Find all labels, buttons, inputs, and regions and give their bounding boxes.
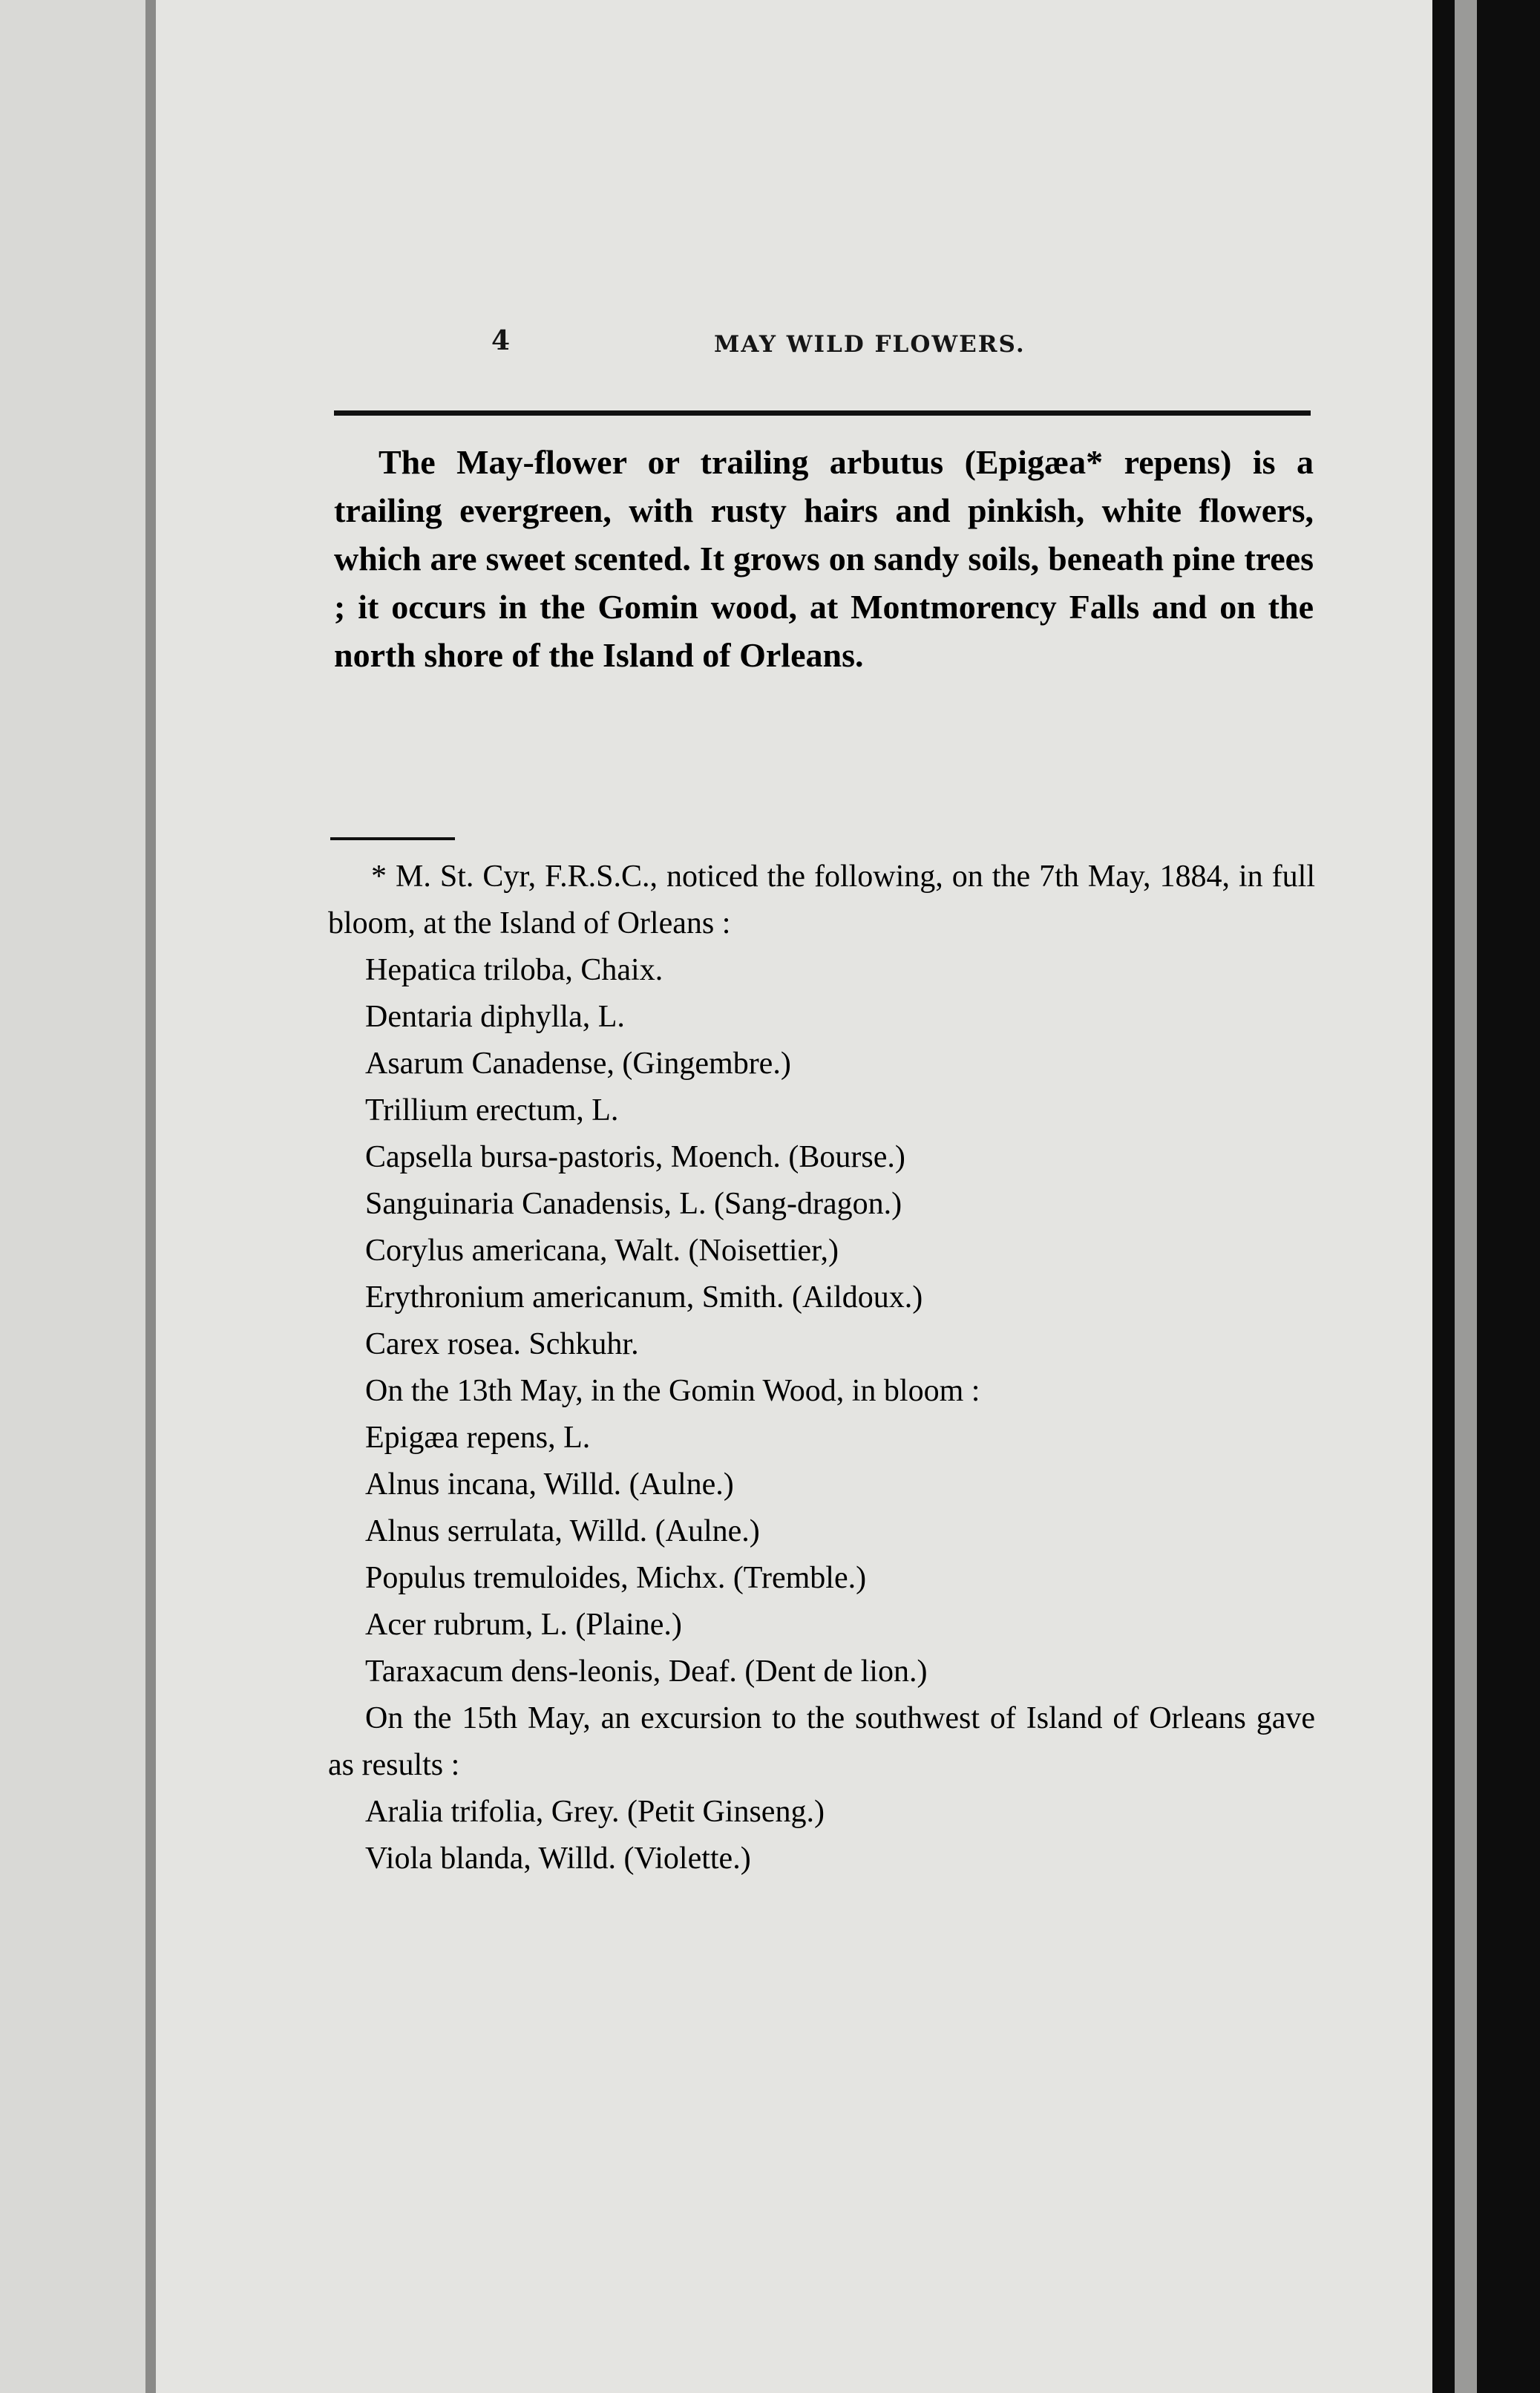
footnote-rule [330, 837, 455, 840]
header-rule [334, 410, 1311, 416]
species-item: Dentaria diphylla, L. [365, 1000, 625, 1034]
running-head: MAY WILD FLOWERS. [714, 331, 1026, 358]
species-list-may-13 [328, 1415, 1315, 1695]
species-item: Alnus serrulata, Willd. (Aulne.) [365, 1514, 760, 1548]
species-item: Carex rosea. Schkuhr. [365, 1327, 639, 1361]
species-item: Populus tremuloides, Michx. (Tremble.) [365, 1561, 867, 1595]
species-item: Erythronium americanum, Smith. (Aildoux.) [365, 1280, 923, 1315]
species-item: Alnus incana, Willd. (Aulne.) [365, 1467, 734, 1502]
species-item: Trillium erectum, L. [365, 1093, 619, 1127]
species-item: Epigæa repens, L. [365, 1421, 591, 1455]
page-fold-shadow [145, 0, 156, 2393]
species-item: Sanguinaria Canadensis, L. (Sang-dragon.) [365, 1187, 902, 1221]
species-item: Aralia trifolia, Grey. (Petit Ginseng.) [365, 1795, 825, 1829]
species-item: Capsella bursa-pastoris, Moench. (Bourse.) [365, 1140, 905, 1174]
species-item: Taraxacum dens-leonis, Deaf. (Dent de lion.) [365, 1654, 928, 1689]
page-number: 4 [491, 325, 511, 356]
footnote-intro: * M. St. Cyr, F.R.S.C., noticed the following, on the 7th May, 1884, in full bloom, at the Island of Orleans : [328, 860, 1315, 940]
species-list-may-7 [328, 947, 1315, 1368]
footnote-para-may-15: On the 15th May, an excursion to the southwest of Island of Orleans gave as results : [328, 1701, 1315, 1782]
species-item: Corylus americana, Walt. (Noisettier,) [365, 1234, 839, 1268]
species-item: Asarum Canadense, (Gingembre.) [365, 1047, 791, 1081]
species-item: Acer rubrum, L. (Plaine.) [365, 1608, 682, 1642]
facing-page-edge [0, 0, 148, 2393]
main-paragraph: The May-flower or trailing arbutus (Epigæa* repens) is a trailing evergreen, with rusty hairs and pinkish, white flowers, which are sweet scented. It grows on sandy soils, beneath pine trees ; it occurs in the Gomin wood, at Montmorency Falls and on the north shore of the Island of Orleans. [334, 443, 1314, 674]
species-list-may-15 [328, 1789, 1315, 1882]
footnote-para-may-13: On the 13th May, in the Gomin Wood, in bloom : [365, 1374, 980, 1408]
species-item: Viola blanda, Willd. (Violette.) [365, 1842, 751, 1876]
footnote [328, 854, 1315, 1882]
page-header [491, 325, 1478, 370]
species-item: Hepatica triloba, Chaix. [365, 953, 663, 987]
